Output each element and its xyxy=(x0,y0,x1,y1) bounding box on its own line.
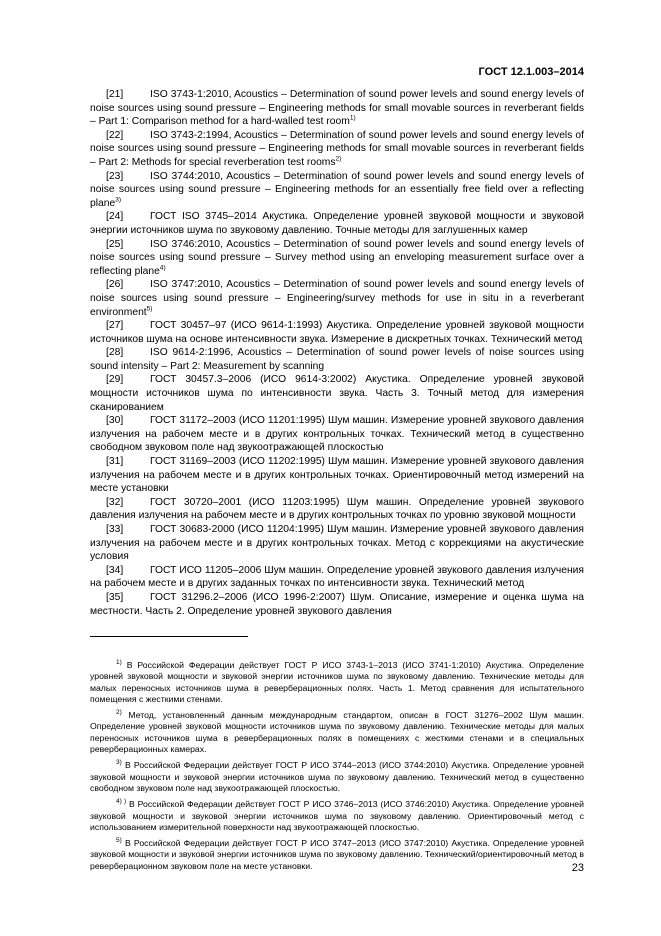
footnote-mark: 5) xyxy=(116,837,122,845)
reference-text: ГОСТ 30720–2001 (ИСО 11203:1995) Шум машин. Определение уровней звукового давления излучения на рабочем месте и в других контрольных точках по уровню звуковой мощности xyxy=(90,496,584,522)
reference-text: ГОСТ 30457.3–2006 (ИСО 9614-3:2002) Акустика. Определение уровней звуковой мощности источников шума по интенсивности звука. Часть 3. Точный метод для измерения сканированием xyxy=(90,374,584,413)
reference-item xyxy=(90,496,584,523)
reference-number: [24] xyxy=(106,211,124,223)
reference-number: [32] xyxy=(106,496,124,508)
reference-text: ISO 9614-2:1996, Acoustics – Determination of sound power levels of noise sources using sound intensity – Part 2: Measurement by scanning xyxy=(90,347,584,372)
reference-item xyxy=(90,373,584,414)
reference-item xyxy=(90,170,584,211)
reference-text: ГОСТ ИСО 11205–2006 Шум машин. Определение уровней звукового давления излучения на рабочем месте и в других заданных точках по интенсивности звука. Технический метод xyxy=(90,564,584,590)
footnote-mark: 3) xyxy=(116,759,122,767)
footnote-text: В Российской Федерации действует ГОСТ Р ИСО 3747–2013 (ИСО 3747:2010) Акустика. Определение уровней звуковой мощности и звуковой энергии источников шума по звуковому давлению. Технический/ориентировочный метод в реверберационном звуковом поле на месте установки. xyxy=(90,838,585,871)
reference-number: [35] xyxy=(106,591,124,603)
reference-number: [21] xyxy=(106,89,124,100)
reference-text: ISO 3746:2010, Acoustics – Determination of sound power levels and sound energy levels of noise sources using sound pressure – Survey method using an enveloping measurement surface over a reflecting plane xyxy=(90,238,584,277)
reference-number: [33] xyxy=(106,524,124,535)
reference-text: ISO 3747:2010, Acoustics – Determination of sound power levels and sound energy levels of noise sources using sound pressure – Engineering/survey methods for use in situ in a reverberant environment xyxy=(90,279,584,318)
reference-item xyxy=(90,346,584,373)
reference-number: [25] xyxy=(106,238,124,250)
reference-number: [26] xyxy=(106,279,124,291)
reference-number: [27] xyxy=(106,320,124,332)
document-header: ГОСТ 12.1.003–2014 xyxy=(478,66,584,78)
reference-item xyxy=(90,523,584,564)
reference-item xyxy=(90,319,584,346)
footnote-marker: 5) xyxy=(146,305,153,313)
reference-item xyxy=(90,278,584,319)
reference-number: [22] xyxy=(106,129,124,141)
reference-item xyxy=(90,564,584,591)
reference-list xyxy=(90,88,584,618)
footnote-item xyxy=(90,838,584,872)
reference-number: [30] xyxy=(106,415,124,427)
footnote-item xyxy=(90,710,584,755)
reference-number: [23] xyxy=(106,170,124,182)
reference-text: ГОСТ ISO 3745–2014 Акустика. Определение уровней звуковой мощности и звуковой энергии источников шума по звуковому давлению. Точные методы для заглушенных камер xyxy=(90,211,584,236)
footnote-marker: 3) xyxy=(115,196,121,204)
footnote-text: В Российской Федерации действует ГОСТ Р ИСО 3744–2013 (ИСО 3744:2010) Акустика. Определение уровней звуковой мощности и звуковой энергии источников шума по звуковому давлению. Технический метод в существенно свободном звуковом поле над звукоотражающей плоскостью. xyxy=(90,760,585,793)
reference-number: [34] xyxy=(106,564,124,576)
reference-text: ISO 3744:2010, Acoustics – Determination of sound power levels and sound energy levels of noise sources using sound pressure – Engineering methods for an essentially free field over a reflecting plane xyxy=(90,170,584,209)
reference-item xyxy=(90,414,584,455)
reference-item xyxy=(90,129,584,170)
footnote-mark: 4) ) xyxy=(116,798,127,806)
footnote-marker: 1) xyxy=(349,114,356,122)
footnote-marker: 2) xyxy=(335,155,342,163)
reference-text: ГОСТ 31169–2003 (ИСО 11202:1995) Шум машин. Измерение уровней звукового давления излучения на рабочем месте и в других контрольных точках. Ориентировочный метод измерений на месте установки xyxy=(90,456,584,495)
reference-text: ГОСТ 31296.2–2006 (ИСО 1996-2:2007) Шум. Описание, измерение и оценка шума на местности. Часть 2. Определение уровней звукового давления xyxy=(90,591,584,617)
reference-item xyxy=(90,238,584,279)
footnote-text: В Российской Федерации действует ГОСТ Р ИСО 3746–2013 (ИСО 3746:2010) Акустика. Определение уровней звуковой мощности и звуковой энергии источников шума по звуковому давлению. Ориентировочный метод с использованием измерительной поверхности над звукоотражающей плоскостью. xyxy=(90,799,584,832)
reference-text: ГОСТ 30683-2000 (ИСО 11204:1995) Шум машин. Измерение уровней звукового давления излучения на рабочем месте и в других контрольных точках. Метод с коррекциями на акустические условия xyxy=(90,524,584,563)
footnote-item xyxy=(90,760,584,794)
reference-item xyxy=(90,210,584,237)
footnote-item xyxy=(90,660,584,705)
reference-number: [28] xyxy=(106,347,124,359)
reference-number: [31] xyxy=(106,456,124,468)
footnote-mark: 2) xyxy=(116,709,122,717)
reference-text: ISO 3743-1:2010, Acoustics – Determination of sound power levels and sound energy levels of noise sources using sound pressure – Engineering methods for small movable sources in reverberant fields – Part 1: Comparison method for a hard-walled test room xyxy=(90,89,584,128)
reference-text: ГОСТ 31172–2003 (ИСО 11201:1995) Шум машин. Измерение уровней звукового давления излучения на рабочем месте и в других контрольных точках. Технический метод в существенно свободном звуковом поле над звукоотражающей плоскостью xyxy=(90,415,584,454)
footnote-mark: 1) xyxy=(116,659,122,667)
page-number: 23 xyxy=(571,862,584,874)
reference-text: ГОСТ 30457–97 (ИСО 9614-1:1993) Акустика. Определение уровней звуковой мощности источников шума на основе интенсивности звука. Измерение в дискретных точках. Технический метод xyxy=(90,320,584,345)
footnote-marker: 4) xyxy=(159,264,166,272)
footnote-text: В Российской Федерации действует ГОСТ Р ИСО 3743-1–2013 (ИСО 3741-1:2010) Акустика. Определение уровней звуковой мощности и звуковой энергии источников шума по звуковому давлению. Технические методы для малых переносных источников шума в реверберационных полях. Часть 1. Метод сравнения для испытательного помещения с жесткими стенами. xyxy=(90,660,584,704)
footnote-separator xyxy=(90,636,248,637)
footnote-item xyxy=(90,799,584,833)
reference-item xyxy=(90,88,584,129)
footnotes xyxy=(90,660,584,877)
reference-text: ISO 3743-2:1994, Acoustics – Determination of sound power levels and sound energy levels of noise sources using sound pressure – Engineering methods for small movable sources in reverberant fields – Part 2: Methods for special reverberation test rooms xyxy=(90,129,584,168)
footnote-text: Метод, установленный данным международным стандартом, описан в ГОСТ 31276–2002 Шум машин. Определение уровней звуковой мощности источников шума по звуковому давлению. Технические методы для малых переносных источников шума в реверберационных полях в помещениях с жесткими стенами и в специальных реверберационных камерах. xyxy=(90,710,584,755)
reference-item xyxy=(90,455,584,496)
reference-number: [29] xyxy=(106,374,124,386)
reference-item xyxy=(90,591,584,618)
